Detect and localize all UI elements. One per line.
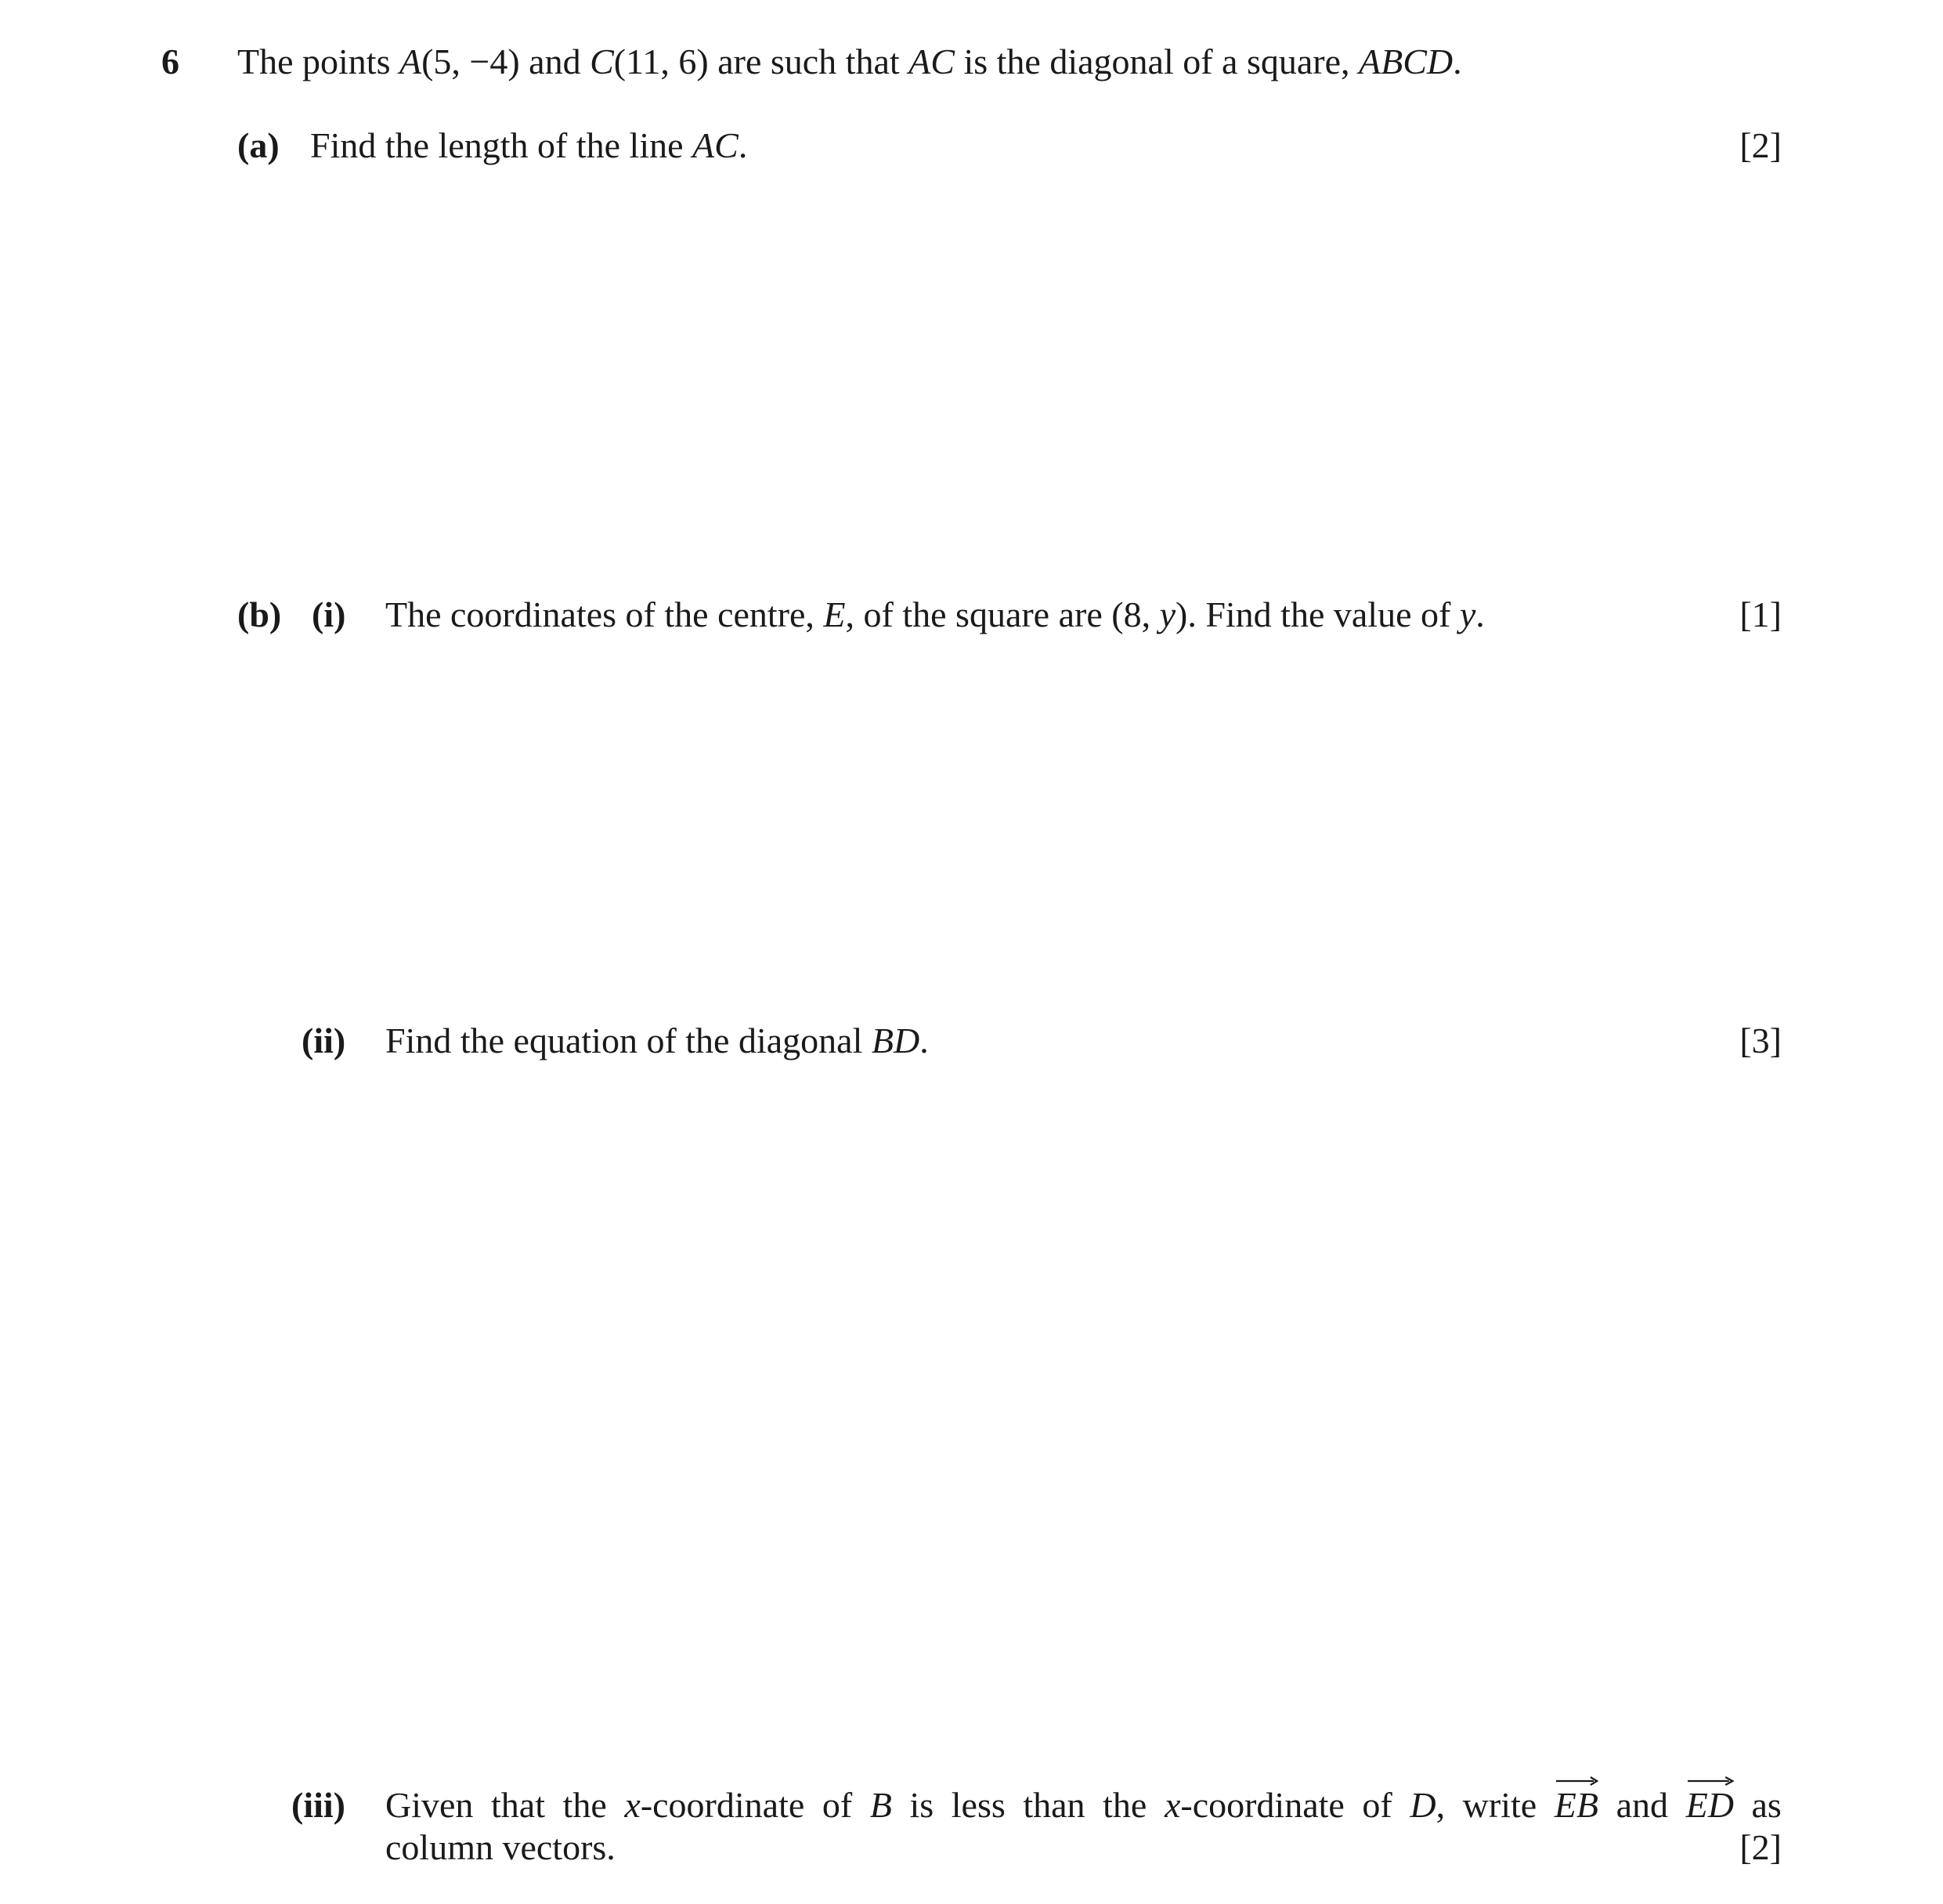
question-number: 6 — [161, 42, 179, 81]
vector-ed: ED — [1686, 1787, 1734, 1823]
part-b-iii-line2: column vectors. — [385, 1827, 616, 1867]
part-b-ii-label: (ii) — [302, 1021, 346, 1060]
part-b-i-label: (i) — [312, 594, 346, 634]
part-b-iii-line1: Given that the x-coordinate of B is less than the x-coordinate of D, write EB and ED as — [385, 1787, 1782, 1823]
part-b-iii-label: (iii) — [291, 1785, 345, 1825]
part-b-i-text: The coordinates of the centre, E, of the square are (8, y). Find the value of y. — [385, 594, 1485, 634]
part-a-marks: [2] — [1739, 125, 1782, 165]
part-b-iii-marks: [2] — [1739, 1827, 1782, 1867]
vector-arrow-icon — [1688, 1776, 1732, 1786]
vector-arrow-icon — [1556, 1776, 1597, 1786]
question-stem: The points A(5, −4) and C(11, 6) are such that AC is the diagonal of a square, ABCD. — [237, 42, 1462, 81]
part-b-i-marks: [1] — [1739, 594, 1782, 634]
part-a-text: Find the length of the line AC. — [310, 125, 748, 165]
part-b-label: (b) — [237, 594, 282, 634]
part-b-ii-text: Find the equation of the diagonal BD. — [385, 1021, 929, 1060]
part-a-label: (a) — [237, 125, 280, 165]
vector-eb: EB — [1555, 1787, 1598, 1823]
part-b-ii-marks: [3] — [1739, 1021, 1782, 1060]
